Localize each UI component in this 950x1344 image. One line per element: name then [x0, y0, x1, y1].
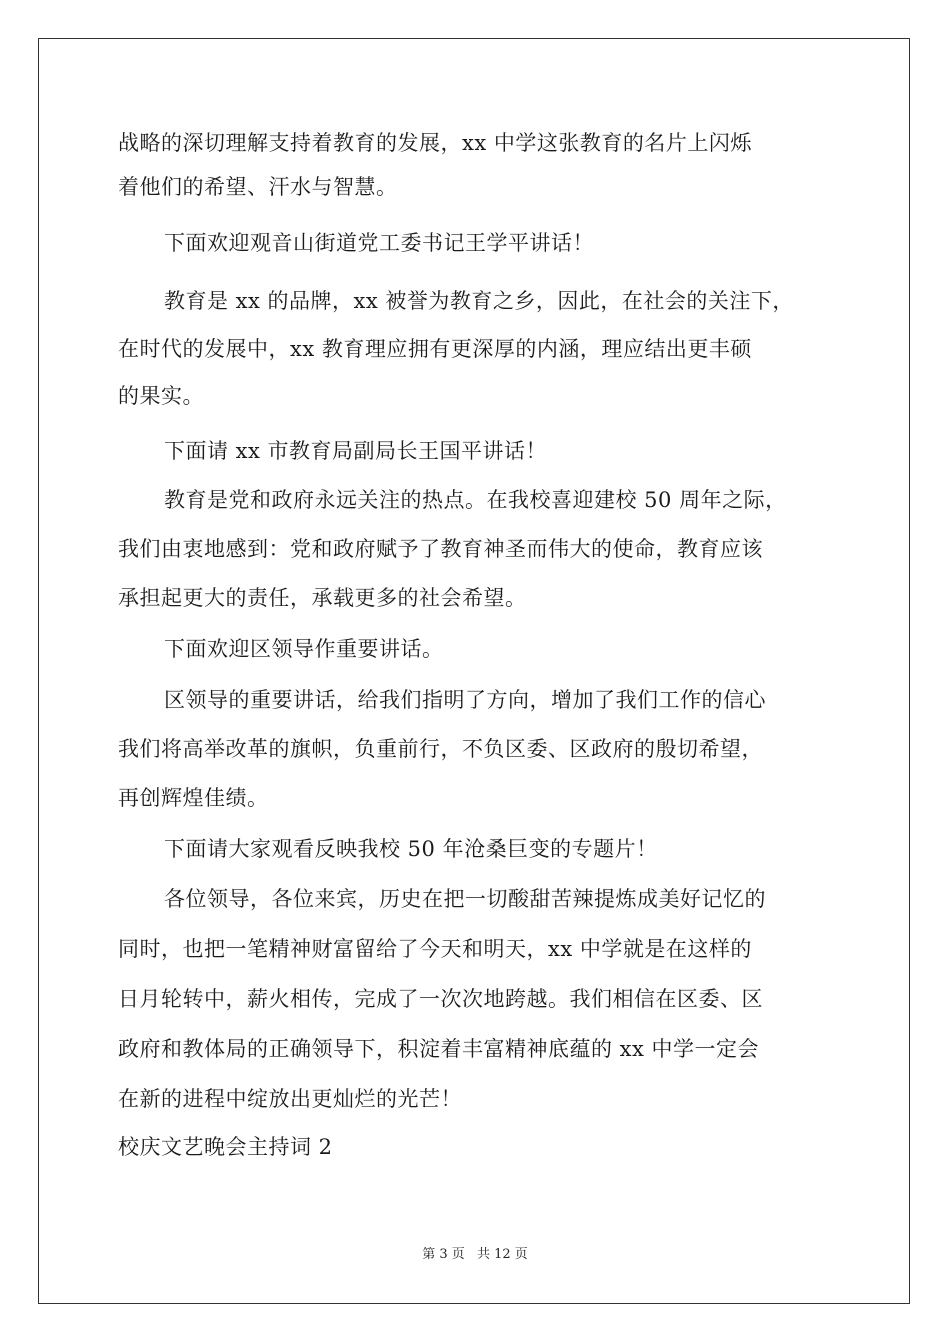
text-line: 在新的进程中绽放出更灿烂的光芒！: [118, 1087, 462, 1111]
text-line: 承担起更大的责任，承载更多的社会希望。: [118, 586, 527, 610]
text-line: 下面请大家观看反映我校 50 年沧桑巨变的专题片！: [164, 837, 658, 861]
text-line: 区领导的重要讲话，给我们指明了方向，增加了我们工作的信心: [164, 688, 766, 712]
text-line: 教育是 xx 的品牌，xx 被誉为教育之乡，因此，在社会的关注下，: [164, 289, 794, 313]
text-line: 再创辉煌佳绩。: [118, 786, 269, 810]
text-line: 教育是党和政府永远关注的热点。在我校喜迎建校 50 周年之际，: [164, 488, 787, 512]
text-line: 在时代的发展中，xx 教育理应拥有更深厚的内涵，理应结出更丰硕: [118, 337, 752, 361]
section-heading: 校庆文艺晚会主持词 2: [118, 1135, 333, 1159]
text-line: 日月轮转中，薪火相传，完成了一次次地跨越。我们相信在区委、区: [118, 987, 763, 1011]
text-line: 我们由衷地感到：党和政府赋予了教育神圣而伟大的使命，教育应该: [118, 537, 763, 561]
text-line: 下面欢迎观音山街道党工委书记王学平讲话！: [164, 231, 594, 255]
page-footer: [0, 1246, 950, 1264]
text-line: 下面请 xx 市教育局副局长王国平讲话！: [164, 439, 548, 463]
text-line: 战略的深切理解支持着教育的发展，xx 中学这张教育的名片上闪烁: [118, 131, 752, 155]
text-line: 下面欢迎区领导作重要讲话。: [164, 637, 444, 661]
text-line: 各位领导，各位来宾，历史在把一切酸甜苦辣提炼成美好记忆的: [164, 887, 766, 911]
text-line: 同时，也把一笔精神财富留给了今天和明天，xx 中学就是在这样的: [118, 937, 752, 961]
page-number-total: 共 12 页: [476, 1247, 528, 1262]
page-number-current: 第 3 页: [422, 1247, 465, 1262]
text-line: 着他们的希望、汗水与智慧。: [118, 175, 398, 199]
text-line: 的果实。: [118, 384, 204, 408]
text-line: 我们将高举改革的旗帜，负重前行，不负区委、区政府的殷切希望，: [118, 737, 763, 761]
text-line: 政府和教体局的正确领导下，积淀着丰富精神底蕴的 xx 中学一定会: [118, 1037, 760, 1061]
